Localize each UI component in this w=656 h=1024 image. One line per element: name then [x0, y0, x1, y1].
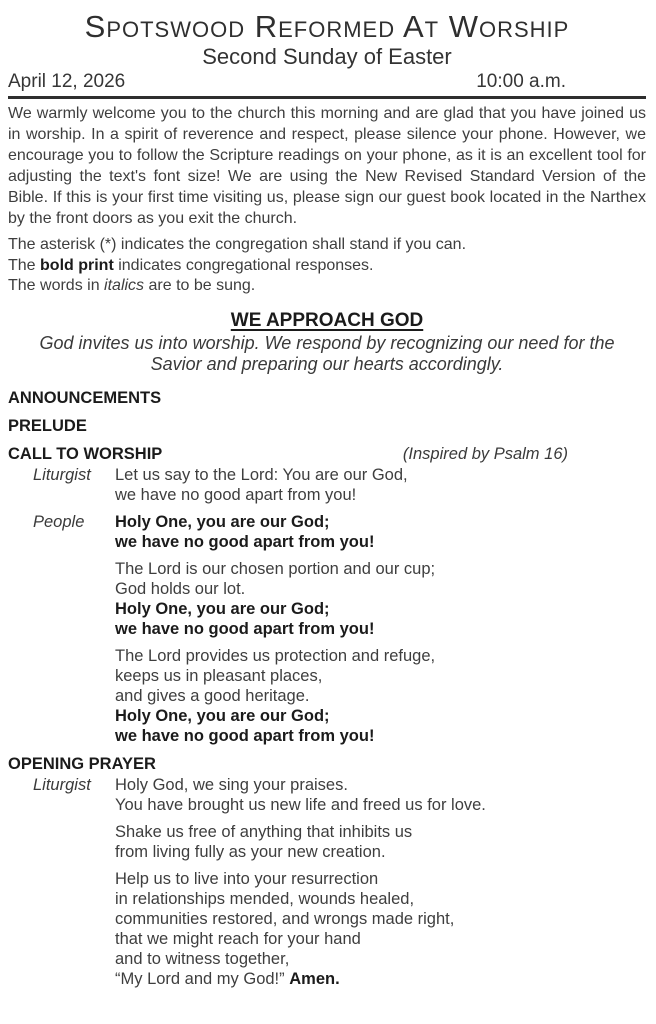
speaker-label: [8, 822, 115, 862]
liturgy-line: in relationships mended, wounds healed,: [115, 889, 415, 908]
legend-line-bold: [8, 256, 646, 277]
legend-bold-text: bold print: [40, 256, 114, 274]
liturgy-line: communities restored, and wrongs made right,: [115, 909, 455, 928]
dateline: [8, 70, 646, 94]
liturgy-lines: [115, 646, 646, 746]
speaker-label: Liturgist: [33, 775, 91, 794]
call-to-worship-source-note: (Inspired by Psalm 16): [402, 444, 568, 463]
legend-text: The asterisk (*) indicates the congregation shall stand if you can.: [8, 236, 467, 253]
service-date: April 12, 2026: [8, 71, 126, 92]
liturgy-row: [8, 822, 646, 862]
liturgy-line-bold-suffix: Amen.: [289, 969, 340, 988]
liturgy-line: Shake us free of anything that inhibits us: [115, 822, 413, 841]
speaker-label: [8, 869, 115, 989]
liturgy-line: we have no good apart from you!: [115, 619, 375, 638]
legend-text: The words in: [8, 277, 105, 294]
liturgy-line: we have no good apart from you!: [115, 532, 375, 551]
heading-call-to-worship-row: [8, 444, 646, 464]
service-subtitle: Second Sunday of Easter: [202, 44, 452, 69]
service-time: 10:00 a.m.: [476, 71, 566, 92]
legend-text: are to be sung.: [144, 277, 256, 294]
liturgy-lines: [115, 822, 646, 862]
liturgy-row: [8, 465, 646, 505]
header-divider: [8, 96, 646, 99]
call-to-worship-liturgy: [8, 465, 646, 746]
liturgy-lines: [115, 775, 646, 815]
legend-line-asterisk: [8, 235, 646, 256]
liturgy-line: Holy One, you are our God;: [115, 599, 330, 618]
liturgy-row: [8, 646, 646, 746]
liturgy-line: and to witness together,: [115, 949, 290, 968]
liturgy-line: from living fully as your new creation.: [115, 842, 386, 861]
liturgy-line: and gives a good heritage.: [115, 686, 310, 705]
liturgy-row: [8, 775, 646, 815]
legend-notes: [8, 235, 646, 297]
liturgy-line: Help us to live into your resurrection: [115, 869, 379, 888]
liturgy-line: keeps us in pleasant places,: [115, 666, 323, 685]
liturgy-line: we have no good apart from you!: [115, 726, 375, 745]
legend-text: indicates congregational responses.: [113, 256, 374, 274]
liturgy-line: “My Lord and my God!” Amen.: [115, 969, 340, 988]
liturgy-line: Holy God, we sing your praises.: [115, 775, 348, 794]
liturgy-lines: [115, 869, 646, 989]
liturgy-lines: [115, 559, 646, 639]
liturgy-line: The Lord provides us protection and refuge,: [115, 646, 436, 665]
heading-opening-prayer: OPENING PRAYER: [8, 754, 156, 773]
welcome-paragraph: We warmly welcome you to the church this morning and are glad that you have joined us in worship. In a spirit of reverence and respect, please silence your phone. However, we encourage you to follow the Scripture readings on your phone, as it is an excellent tool for adjusting the text's font size! We are using the New Revised Standard Version of the Bible. If this is your first time visiting us, please sign our guest book located in the Narthex by the front doors as you exit the church.: [8, 105, 646, 227]
liturgy-lines: [115, 512, 646, 552]
speaker-label: [8, 646, 115, 746]
legend-italic-text: italics: [104, 277, 145, 294]
liturgy-line: God holds our lot.: [115, 579, 246, 598]
opening-prayer-liturgy: [8, 775, 646, 989]
section-intro: God invites us into worship. We respond by recognizing our need for the Savior and preparing our hearts accordingly.: [39, 332, 615, 374]
liturgy-lines: [115, 465, 646, 505]
liturgy-row: [8, 869, 646, 989]
speaker-label: Liturgist: [33, 465, 91, 484]
speaker-label: People: [33, 512, 85, 531]
section-heading-we-approach-god: WE APPROACH GOD: [230, 309, 424, 331]
liturgy-line: Let us say to the Lord: You are our God,: [115, 465, 408, 484]
liturgy-line: You have brought us new life and freed us for love.: [115, 795, 486, 814]
speaker-label: [8, 559, 115, 639]
liturgy-line: that we might reach for your hand: [115, 929, 361, 948]
legend-line-italics: [8, 276, 646, 297]
legend-text: The: [8, 256, 41, 274]
liturgy-row: [8, 512, 646, 552]
page-title: Spotswood Reformed At Worship: [84, 9, 570, 44]
liturgy-line: we have no good apart from you!: [115, 485, 357, 504]
liturgy-row: [8, 559, 646, 639]
heading-prelude: PRELUDE: [8, 416, 87, 435]
heading-announcements: ANNOUNCEMENTS: [8, 388, 162, 407]
heading-call-to-worship: CALL TO WORSHIP: [8, 444, 163, 463]
liturgy-line: The Lord is our chosen portion and our cup;: [115, 559, 436, 578]
liturgy-line: Holy One, you are our God;: [115, 706, 330, 725]
liturgy-line: Holy One, you are our God;: [115, 512, 330, 531]
